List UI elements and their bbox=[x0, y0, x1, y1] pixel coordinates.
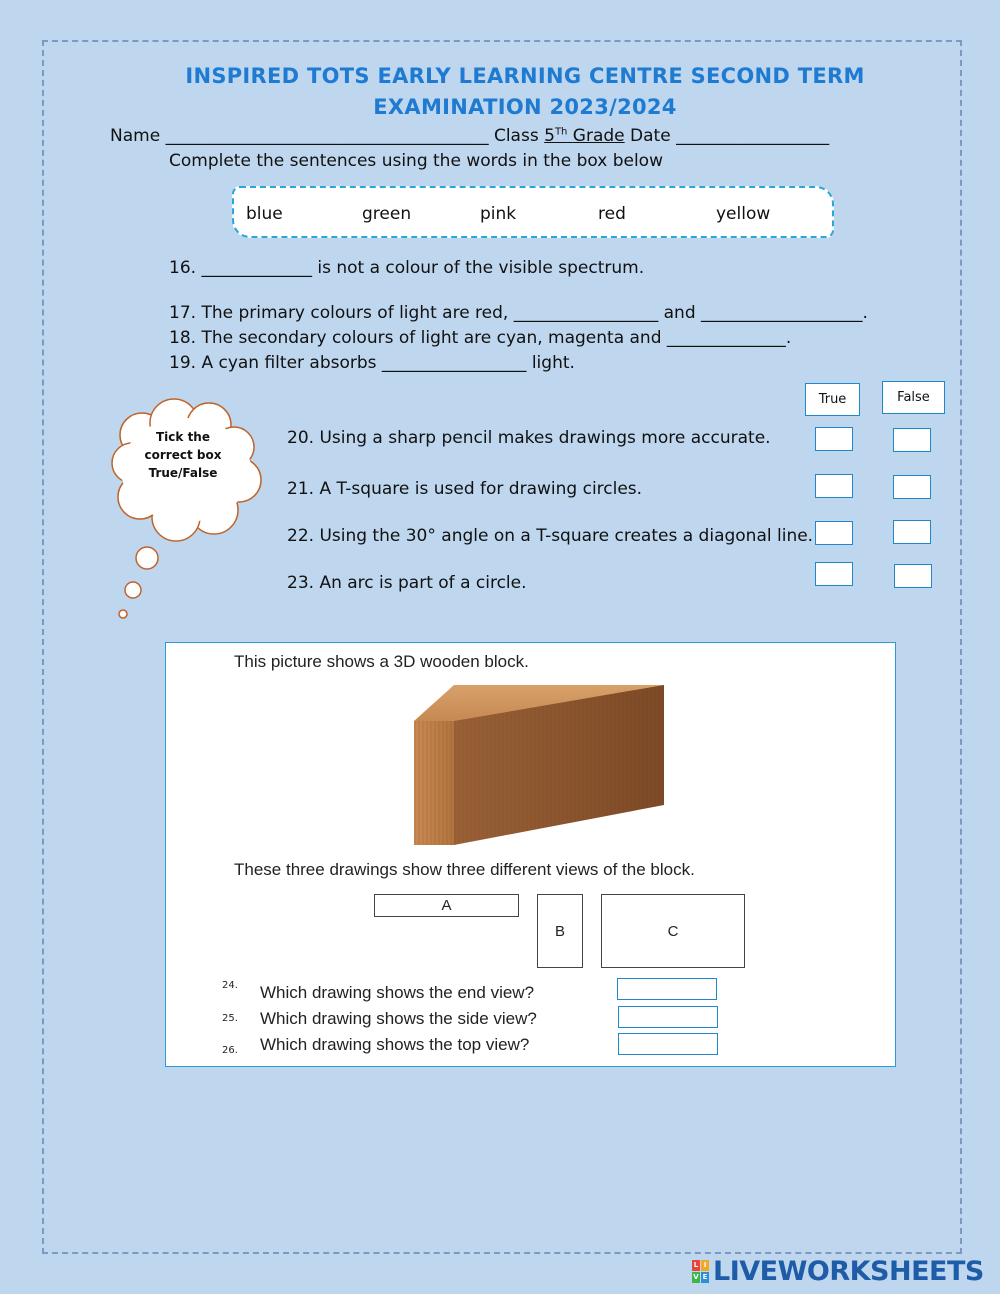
question-23: 23. An arc is part of a circle. bbox=[287, 573, 527, 593]
wooden-block-image bbox=[406, 683, 676, 853]
liveworksheets-footer bbox=[692, 1256, 984, 1286]
word-box bbox=[232, 186, 834, 238]
question-17[interactable]: 17. The primary colours of light are red, _________________ and ___________________. bbox=[169, 303, 868, 323]
date-blank[interactable]: __________________ bbox=[676, 126, 830, 146]
true-header: True bbox=[805, 383, 860, 416]
question-24: Which drawing shows the end view? bbox=[260, 983, 535, 1002]
class-label: Class bbox=[493, 126, 539, 146]
question-18[interactable]: 18. The secondary colours of light are cyan, magenta and ______________. bbox=[169, 328, 792, 348]
false-header: False bbox=[882, 381, 945, 414]
word-red: red bbox=[598, 204, 626, 224]
answer-24-box[interactable] bbox=[617, 978, 717, 1000]
views-intro: These three drawings show three different views of the block. bbox=[234, 860, 695, 879]
class-value: 5Th Grade bbox=[544, 126, 625, 146]
exam-title-line2: EXAMINATION 2023/2024 bbox=[373, 95, 677, 119]
question-19[interactable]: 19. A cyan filter absorbs _________________ light. bbox=[169, 353, 575, 373]
question-26-number: 26. bbox=[222, 1045, 238, 1056]
brand-text: LIVEWORKSHEETS bbox=[713, 1255, 984, 1287]
q21-true-box[interactable] bbox=[815, 474, 853, 498]
question-21: 21. A T-square is used for drawing circles. bbox=[287, 479, 643, 499]
info-line bbox=[110, 126, 829, 146]
liveworksheets-logo-icon: L I V E bbox=[693, 1260, 708, 1281]
question-22: 22. Using the 30° angle on a T-square creates a diagonal line. bbox=[287, 526, 814, 546]
view-c: C bbox=[601, 894, 745, 968]
block-panel bbox=[165, 642, 896, 1067]
word-green: green bbox=[362, 204, 412, 224]
q20-false-box[interactable] bbox=[893, 428, 931, 452]
word-pink: pink bbox=[480, 204, 517, 224]
question-16[interactable]: 16. _____________ is not a colour of the visible spectrum. bbox=[169, 258, 645, 278]
q23-true-box[interactable] bbox=[815, 562, 853, 586]
q21-false-box[interactable] bbox=[893, 475, 931, 499]
block-intro: This picture shows a 3D wooden block. bbox=[234, 652, 529, 671]
exam-title-line1: INSPIRED TOTS EARLY LEARNING CENTRE SECOND TERM bbox=[185, 64, 865, 88]
name-label: Name bbox=[110, 126, 161, 146]
question-24-number: 24. bbox=[222, 980, 238, 991]
word-blue: blue bbox=[246, 204, 283, 224]
name-blank[interactable]: ______________________________________ bbox=[165, 126, 489, 146]
answer-26-box[interactable] bbox=[618, 1033, 718, 1055]
question-26: Which drawing shows the top view? bbox=[260, 1035, 530, 1054]
word-yellow: yellow bbox=[716, 204, 771, 224]
q22-true-box[interactable] bbox=[815, 521, 853, 545]
question-25: Which drawing shows the side view? bbox=[260, 1009, 537, 1028]
cloud-text: Tick the correct box True/False bbox=[144, 430, 222, 480]
instruction-text: Complete the sentences using the words in the box below bbox=[169, 151, 663, 171]
answer-25-box[interactable] bbox=[618, 1006, 718, 1028]
view-a: A bbox=[374, 894, 519, 917]
q20-true-box[interactable] bbox=[815, 427, 853, 451]
date-label: Date bbox=[630, 126, 671, 146]
q23-false-box[interactable] bbox=[894, 564, 932, 588]
view-b: B bbox=[537, 894, 583, 968]
q22-false-box[interactable] bbox=[893, 520, 931, 544]
question-20: 20. Using a sharp pencil makes drawings more accurate. bbox=[287, 428, 771, 448]
question-25-number: 25. bbox=[222, 1013, 238, 1024]
